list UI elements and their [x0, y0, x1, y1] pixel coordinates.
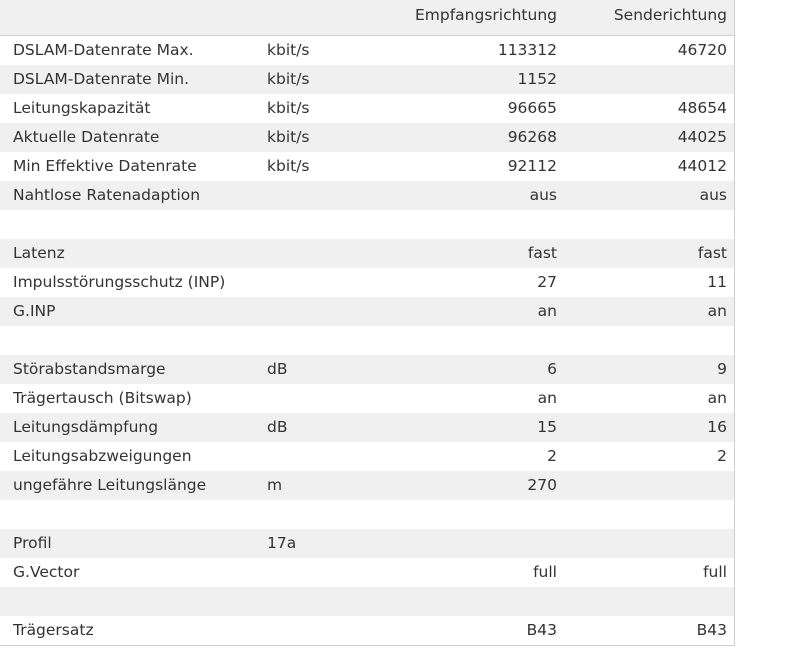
row-downstream-value: 1152: [517, 70, 557, 88]
table-row: [0, 529, 734, 558]
row-label: Profil: [13, 534, 52, 552]
header-unit-column: [266, 0, 346, 35]
row-unit: dB: [267, 418, 288, 436]
row-upstream-value: [557, 471, 731, 500]
row-upstream-value: 44025: [677, 128, 727, 146]
row-upstream-value: an: [707, 302, 727, 320]
row-label: [0, 210, 266, 239]
header-downstream: Empfangsrichtung: [414, 6, 557, 24]
row-label: ungefähre Leitungslänge: [13, 476, 207, 494]
row-downstream-value: 92112: [507, 157, 557, 175]
row-upstream-value: [557, 65, 731, 94]
row-upstream-value: 44012: [677, 157, 727, 175]
table-row: [0, 94, 734, 123]
row-label: G.Vector: [13, 563, 80, 581]
row-unit: [266, 558, 346, 587]
row-label: Leitungsabzweigungen: [13, 447, 192, 465]
row-upstream-value: aus: [699, 186, 727, 204]
row-downstream-value: B43: [526, 621, 557, 639]
row-label: DSLAM-Datenrate Min.: [13, 70, 190, 88]
row-label: Trägersatz: [13, 621, 94, 639]
row-upstream-value: 16: [707, 418, 727, 436]
row-label: Min Effektive Datenrate: [13, 157, 197, 175]
table-row: [0, 65, 734, 94]
row-unit: m: [267, 476, 283, 494]
row-label: Störabstandsmarge: [13, 360, 166, 378]
table-row: [0, 36, 734, 65]
row-label: Leitungskapazität: [13, 99, 151, 117]
header-label-column: [0, 0, 266, 35]
table-row: [0, 181, 734, 210]
row-upstream-value: 9: [717, 360, 727, 378]
table-row: [0, 384, 734, 413]
row-unit: kbit/s: [267, 99, 310, 117]
row-downstream-value: 270: [527, 476, 557, 494]
table-row: [0, 239, 734, 268]
table-row: [0, 471, 734, 500]
row-upstream-value: 48654: [677, 99, 727, 117]
table-header: [0, 0, 734, 36]
row-label: [0, 326, 266, 355]
row-downstream-value: 15: [537, 418, 557, 436]
row-upstream-value: an: [707, 389, 727, 407]
row-downstream-value: [346, 326, 557, 355]
table-row: [0, 616, 734, 645]
row-upstream-value: 2: [717, 447, 727, 465]
row-downstream-value: [346, 210, 557, 239]
row-unit: kbit/s: [267, 128, 310, 146]
row-upstream-value: [557, 587, 731, 616]
row-unit: [266, 326, 346, 355]
table-row: [0, 210, 734, 239]
row-downstream-value: full: [533, 563, 557, 581]
table-row: [0, 587, 734, 616]
row-unit: kbit/s: [267, 70, 310, 88]
row-label: [0, 500, 266, 529]
row-label: Trägertausch (Bitswap): [13, 389, 192, 407]
row-label: Aktuelle Datenrate: [13, 128, 160, 146]
table-row: [0, 326, 734, 355]
row-unit: dB: [267, 360, 288, 378]
table-row: [0, 558, 734, 587]
row-downstream-value: 6: [547, 360, 557, 378]
row-label: [0, 587, 266, 616]
row-unit: [266, 442, 346, 471]
row-downstream-value: an: [537, 302, 557, 320]
row-downstream-value: fast: [527, 244, 557, 262]
row-label: Impulsstörungsschutz (INP): [13, 273, 226, 291]
row-downstream-value: [346, 500, 557, 529]
row-downstream-value: 113312: [497, 41, 557, 59]
row-unit: [266, 587, 346, 616]
row-unit: kbit/s: [267, 41, 310, 59]
table-row: [0, 152, 734, 181]
row-unit: [266, 239, 346, 268]
table-row: [0, 500, 734, 529]
row-upstream-value: [557, 326, 731, 355]
row-unit: [266, 616, 346, 645]
row-label: DSLAM-Datenrate Max.: [13, 41, 194, 59]
table-row: [0, 297, 734, 326]
row-unit: [266, 210, 346, 239]
row-label: Leitungsdämpfung: [13, 418, 159, 436]
row-downstream-value: 96268: [507, 128, 557, 146]
row-downstream-value: aus: [529, 186, 557, 204]
row-downstream-value: [346, 587, 557, 616]
row-upstream-value: [557, 210, 731, 239]
table-body: [0, 36, 734, 645]
row-upstream-value: fast: [697, 244, 727, 262]
row-upstream-value: 11: [707, 273, 727, 291]
row-unit: [266, 181, 346, 210]
row-upstream-value: 46720: [677, 41, 727, 59]
row-unit: [266, 297, 346, 326]
row-label: Nahtlose Ratenadaption: [13, 186, 201, 204]
row-upstream-value: full: [703, 563, 727, 581]
row-unit: [266, 384, 346, 413]
row-downstream-value: [346, 529, 557, 558]
table-row: [0, 413, 734, 442]
header-upstream: Senderichtung: [613, 6, 727, 24]
row-label: G.INP: [13, 302, 56, 320]
row-downstream-value: 27: [537, 273, 557, 291]
row-downstream-value: an: [537, 389, 557, 407]
row-unit: [266, 500, 346, 529]
table-row: [0, 268, 734, 297]
row-unit: kbit/s: [267, 157, 310, 175]
row-unit: 17a: [267, 534, 297, 552]
row-downstream-value: 96665: [507, 99, 557, 117]
row-upstream-value: [557, 500, 731, 529]
row-upstream-value: [557, 529, 731, 558]
table-row: [0, 355, 734, 384]
row-upstream-value: B43: [696, 621, 727, 639]
row-label: Latenz: [13, 244, 65, 262]
row-downstream-value: 2: [547, 447, 557, 465]
table-row: [0, 123, 734, 152]
row-unit: [266, 268, 346, 297]
table-row: [0, 442, 734, 471]
